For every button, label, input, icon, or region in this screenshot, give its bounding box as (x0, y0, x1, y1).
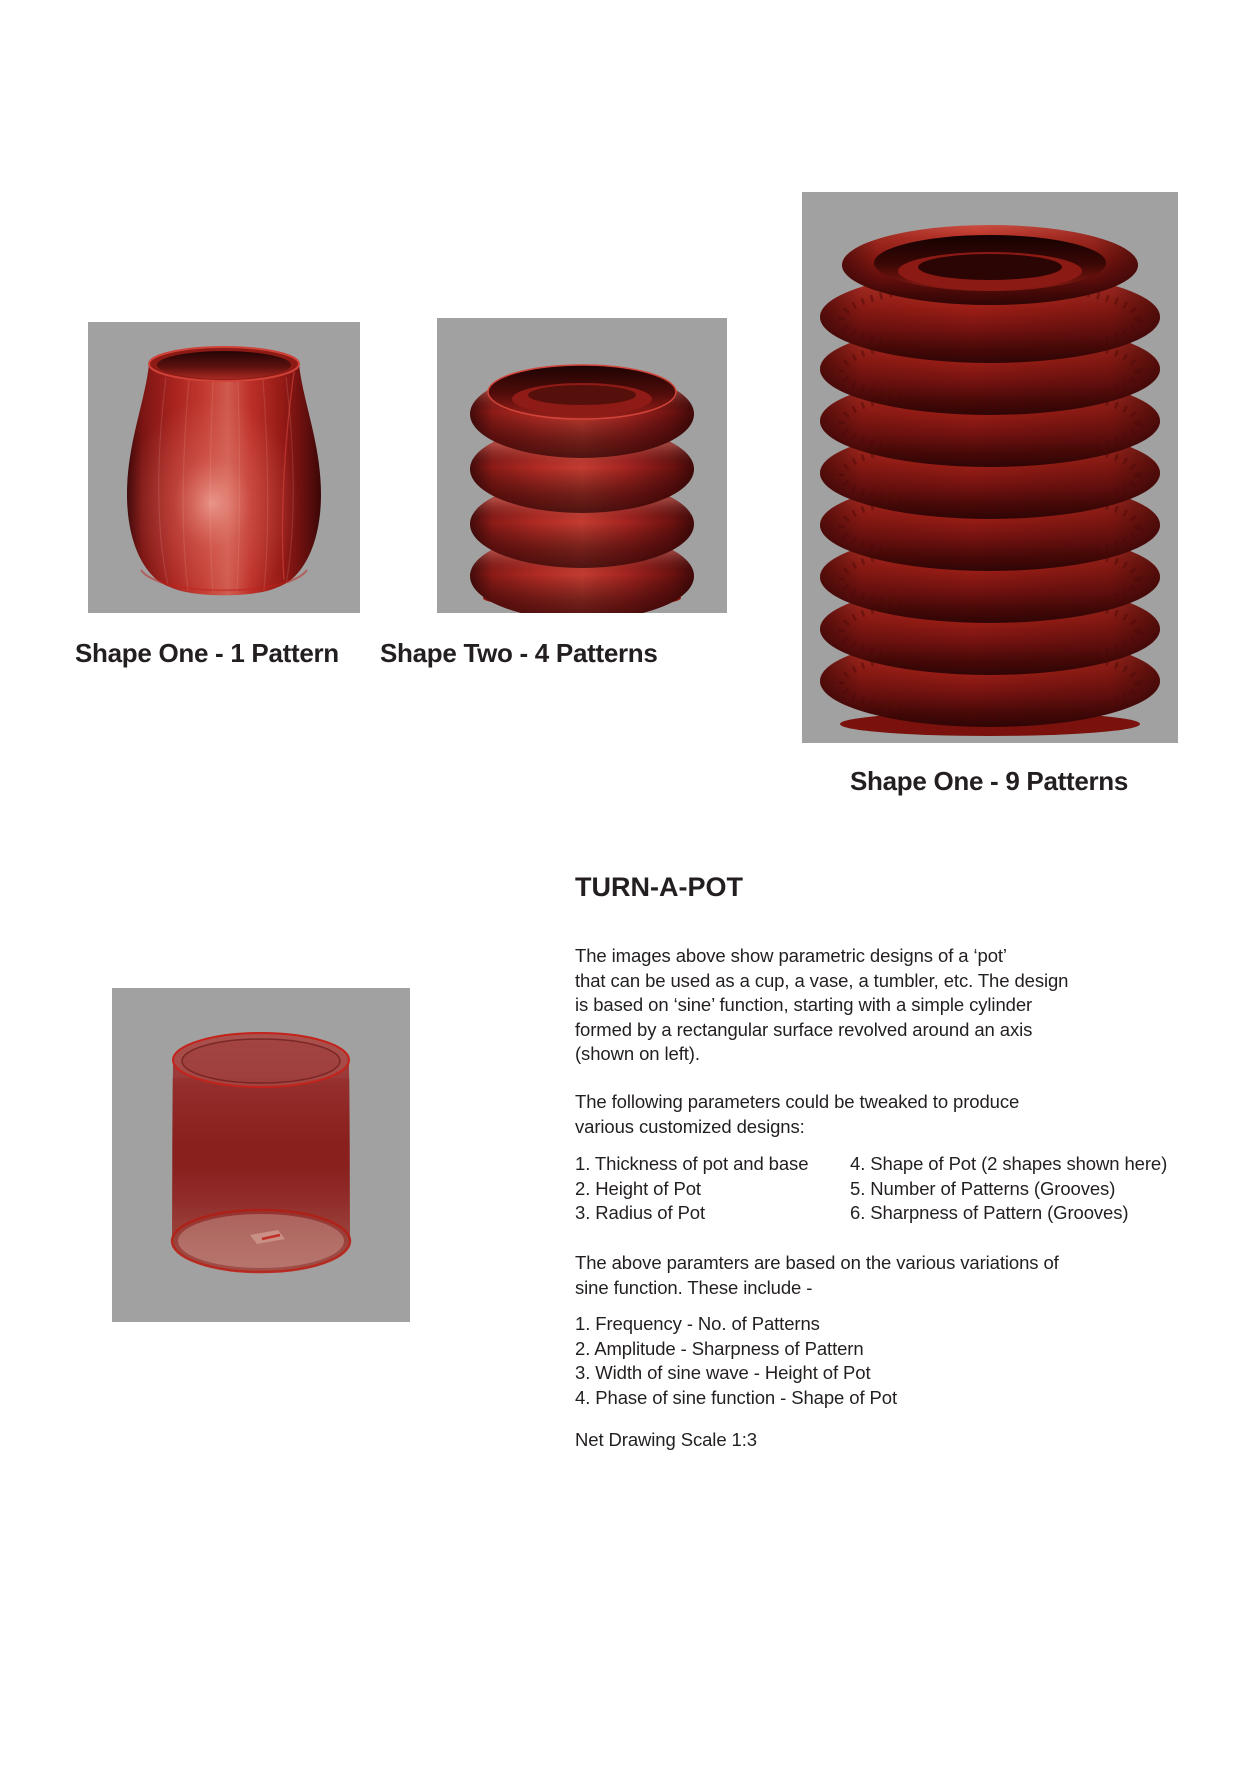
list-item: 3. Width of sine wave - Height of Pot (575, 1362, 871, 1383)
list-item: 4. Phase of sine function - Shape of Pot (575, 1386, 898, 1408)
caption-shape-two-4-patterns: Shape Two - 4 Patterns (380, 638, 658, 668)
list-item: 3. Radius of Pot (575, 1202, 706, 1223)
list-item: 2. Amplitude - Sharpness of Pattern (575, 1337, 864, 1359)
figure-shape-two-4-patterns (437, 318, 727, 613)
figure-shape-one-9-patterns (802, 192, 1178, 743)
text-line: various customized designs: (575, 1115, 805, 1137)
text-line: The above paramters are based on the various variations of (575, 1252, 1059, 1273)
text-line: is based on ‘sine’ function, starting with a simple cylinder (575, 994, 1033, 1015)
list-item: 2. Height of Pot (575, 1177, 701, 1199)
article-title: TURN-A-POT (575, 872, 743, 902)
list-item: 1. Thickness of pot and base (575, 1153, 809, 1174)
figure-shape-one-1-pattern (88, 322, 360, 613)
pot-render-shape-one-9-patterns (802, 192, 1178, 743)
pot-render-shape-two-4-patterns (437, 318, 727, 613)
list-item: 4. Shape of Pot (2 shapes shown here) (850, 1153, 1168, 1174)
scale-note: Net Drawing Scale 1:3 (575, 1429, 757, 1450)
text-line: that can be used as a cup, a vase, a tumbler, etc. The design (575, 969, 1069, 991)
pot-render-shape-one-1-pattern (88, 322, 360, 613)
parameters-intro-paragraph (575, 1090, 1019, 1139)
parameters-list (575, 1152, 1167, 1226)
list-item: 6. Sharpness of Pattern (Grooves) (850, 1202, 1129, 1223)
intro-paragraph (575, 944, 1068, 1067)
text-line: The images above show parametric designs of a ‘pot’ (575, 945, 1007, 966)
text-line: (shown on left). (575, 1043, 700, 1064)
sine-intro-paragraph (575, 1251, 1059, 1300)
list-item: 5. Number of Patterns (Grooves) (850, 1177, 1116, 1199)
caption-shape-one-1-pattern: Shape One - 1 Pattern (75, 638, 339, 668)
text-line: sine function. These include - (575, 1276, 813, 1298)
caption-shape-one-9-patterns: Shape One - 9 Patterns (850, 766, 1129, 796)
text-line: The following parameters could be tweaked to produce (575, 1091, 1020, 1112)
parameters-list-column-1 (575, 1152, 850, 1226)
sine-variations-list (575, 1312, 897, 1410)
figure-base-cylinder (112, 988, 410, 1322)
list-item: 1. Frequency - No. of Patterns (575, 1313, 820, 1334)
parameters-list-column-2 (850, 1152, 1167, 1226)
cylinder-render (112, 988, 410, 1322)
text-line: formed by a rectangular surface revolved around an axis (575, 1018, 1033, 1040)
